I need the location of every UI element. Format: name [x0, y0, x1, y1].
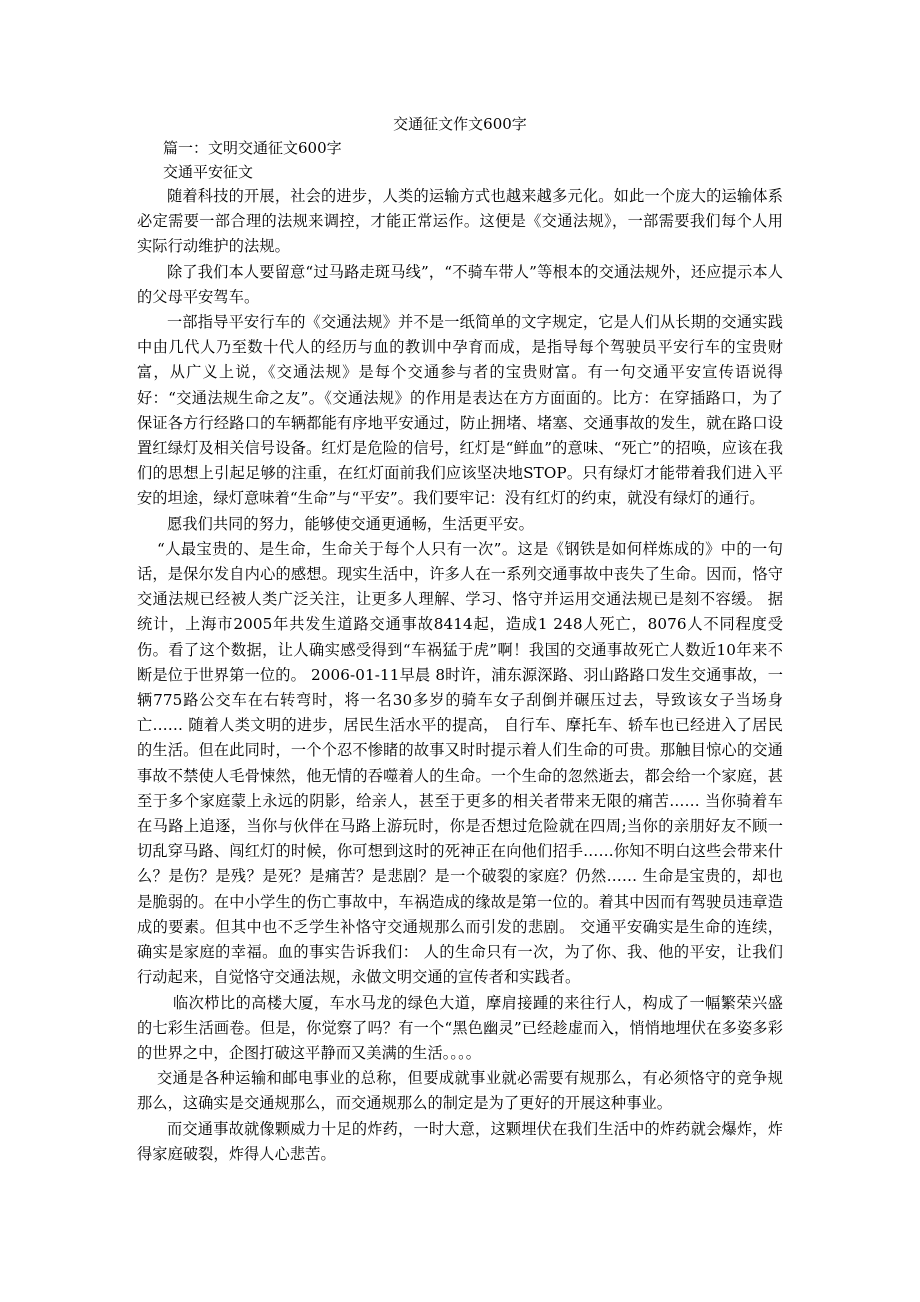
paragraph: 一部指导平安行车的《交通法规》并不是一纸简单的文字规定，它是人们从长期的交通实践中由几代人乃至数十代人的经历与血的教训中孕育而成，是指导每个驾驶员平安行车的宝贵财富，从广义上说，《交通法规》是每个交通参与者的宝贵财富。有一句交通平安宣传语说得好：“交通法规生命之友”。《交通法规》的作用是表达在方方面面的。比方：在穿插路口，为了保证各方行经路口的车辆都能有序地平安通过，防止拥堵、堵塞、交通事故的发生，就在路口设置红绿灯及相关信号设备。红灯是危险的信号，红灯是“鲜血”的意味、“死亡”的招唤，应该在我们的思想上引起足够的注重，在红灯面前我们应该坚决地STOP。只有绿灯才能带着我们进入平安的坦途，绿灯意味着“生命”与“平安”。我们要牢记：没有红灯的约束，就没有绿灯的通行。: [137, 313, 783, 508]
paragraph: 愿我们共同的努力，能够使交通更通畅，生活更平安。: [167, 514, 534, 533]
paragraph: 临次栉比的高楼大厦，车水马龙的绿色大道，摩肩接踵的来往行人，构成了一幅繁荣兴盛的七彩生活画卷。但是，你觉察了吗？有一个“黑色幽灵”已经趁虚而入，悄悄地埋伏在多姿多彩的世界之中，企图打破这平静而又美满的生活。。。。: [137, 993, 783, 1062]
paragraph: 随着科技的开展，社会的进步，人类的运输方式也越来越多元化。如此一个庞大的运输体系必定需要一部合理的法规来调控，才能正常运作。这便是《交通法规》，一部需要我们每个人用实际行动维护的法规。: [137, 187, 783, 256]
paragraph: 交通是各种运输和邮电事业的总称，但要成就事业就必需要有规那么，有必须恪守的竞争规那么，这确实是交通规那么，而交通规那么的制定是为了更好的开展这种事业。: [137, 1069, 783, 1113]
sub-heading: 交通平安征文: [163, 163, 254, 181]
paragraph: “人最宝贵的、是生命，生命关于每个人只有一次”。这是《钢铁是如何样炼成的》中的一句话，是保尔发自内心的感想。现实生活中，许多人在一系列交通事故中丧失了生命。因而，恪守交通法规已经被人类广泛关注，让更多人理解、学习、恪守并运用交通法规已是刻不容缓。 据统计，上海市2005年共发生道路交通事故8414起，造成1 248人死亡，8076人不同程度受伤。看了这个数据，让人确实感受得到“车祸猛于虎”啊！我国的交通事故死亡人数近10年来不断是位于世界第一位的。 2006-01-11早晨 8时许，浦东源深路、羽山路路口发生交通事故，一辆775路公交车在右转弯时，将一名30多岁的骑车女子刮倒并碾压过去，导致该女子当场身亡…… 随着人类文明的进步，居民生活水平的提高， 自行车、摩托车、轿车也已经进入了居民的生活。但在此同时，一个个忍不惨睹的故事又时时提示着人们生命的可贵。那触目惊心的交通事故不禁使人毛骨悚然，他无情的吞噬着人的生命。一个生命的忽然逝去，都会给一个家庭，甚至于多个家庭蒙上永远的阴影，给亲人，甚至于更多的相关者带来无限的痛苦…… 当你骑着车在马路上追逐，当你与伙伴在马路上游玩时，你是否想过危险就在四周;当你的亲朋好友不顾一切乱穿马路、闯红灯的时候，你可想到这时的死神正在向他们招手……你知不明白这些会带来什么？是伤？是残？是死？是痛苦？是悲剧？是一个破裂的家庭？仍然…… 生命是宝贵的，却也是脆弱的。在中小学生的伤亡事故中，车祸造成的缘故是第一位的。着其中因而有驾驶员违章造成的要素。但其中也不乏学生补恪守交通规那么而引发的悲剧。 交通平安确实是生命的连续，确实是家庭的幸福。血的事实告诉我们： 人的生命只有一次，为了你、我、他的平安，让我们行动起来，自觉恪守交通法规，永做文明交通的宣传者和实践者。: [137, 539, 783, 987]
document-title: 交通征文作文600字: [393, 115, 527, 133]
paragraph: 而交通事故就像颗威力十足的炸药，一时大意，这颗埋伏在我们生活中的炸药就会爆炸，炸得家庭破裂，炸得人心悲苦。: [137, 1119, 783, 1163]
section-heading: 篇一：文明交通征文600字: [163, 139, 342, 157]
document-body: [137, 112, 783, 1167]
paragraph: 除了我们本人要留意“过马路走斑马线”，“不骑车带人”等根本的交通法规外，还应提示本人的父母平安驾车。: [137, 262, 783, 306]
